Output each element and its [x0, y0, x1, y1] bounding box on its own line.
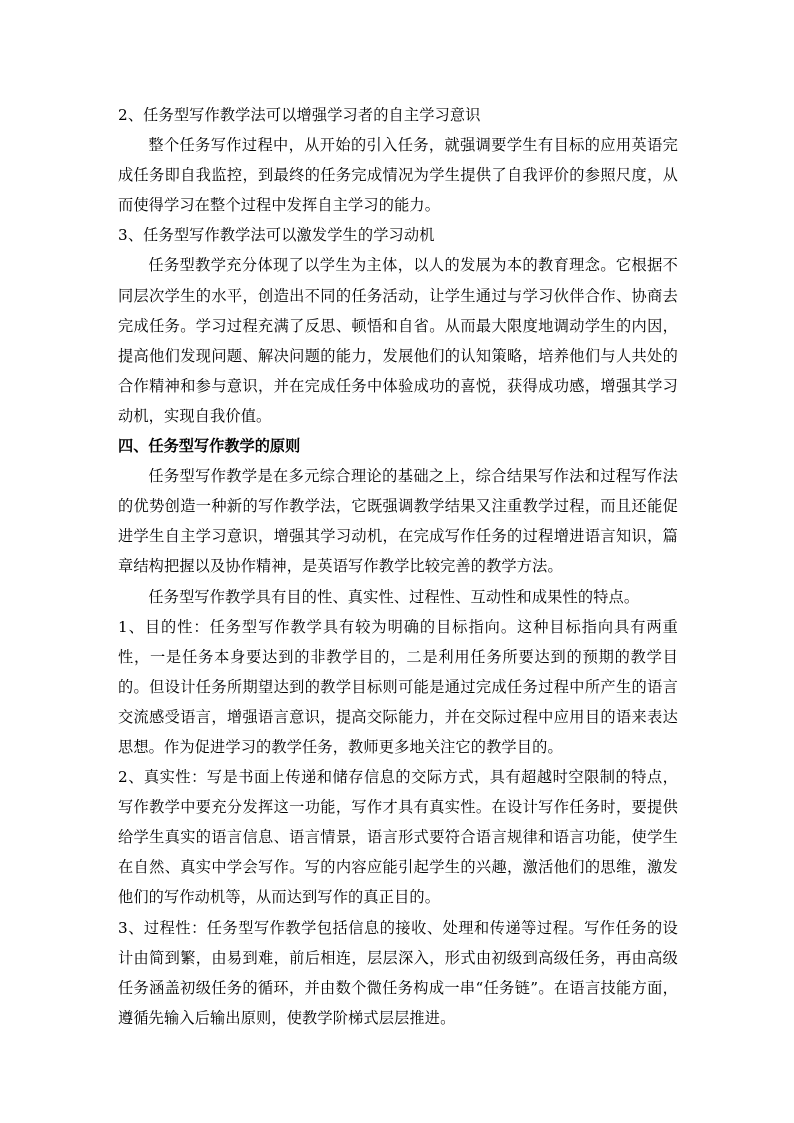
item-process: 3、过程性：任务型写作教学包括信息的接收、处理和传递等过程。写作任务的设计由简到繁，由易到难，前后相连，层层深入，形式由初级到高级任务，再由高级任务涵盖初级任务的循环，并由数个微任务构成一串“任务链”。在语言技能方面，遵循先输入后输出原则，使教学阶梯式层层推进。 — [118, 918, 678, 1027]
body-paragraph-features: 任务型写作教学具有目的性、真实性、过程性、互动性和成果性的特点。 — [148, 587, 640, 606]
section-item-motivation: 3、任务型写作教学法可以激发学生的学习动机 — [118, 226, 435, 245]
body-paragraph-autonomy: 整个任务写作过程中，从开始的引入任务，就强调要学生有目标的应用英语完成任务即自我监控，到最终的任务完成情况为学生提供了自我评价的参照尺度，从而使得学习在整个过程中发挥自主学习的能力。 — [118, 136, 678, 215]
item-authenticity: 2、真实性：写是书面上传递和储存信息的交际方式，具有超越时空限制的特点，写作教学中要充分发挥这一功能，写作才具有真实性。在设计写作任务时，要提供给学生真实的语言信息、语言情景，语言形式要符合语言规律和语言功能，使学生在自然、真实中学会写作。写的内容应能引起学生的兴趣，激活他们的思维，激发他们的写作动机等，从而达到写作的真正目的。 — [118, 768, 678, 907]
item-purposefulness: 1、目的性：任务型写作教学具有较为明确的目标指向。这种目标指向具有两重性，一是任务本身要达到的非教学目的，二是利用任务所要达到的预期的教学目的。但设计任务所期望达到的教学目标则可能是通过完成任务过程中所产生的语言交流感受语言，增强语言意识，提高交际能力，并在交际过程中应用目的语来表达思想。作为促进学习的教学任务，教师更多地关注它的教学目的。 — [118, 617, 678, 756]
section-heading-principles: 四、任务型写作教学的原则 — [118, 437, 301, 456]
section-item-autonomy: 2、任务型写作教学法可以增强学习者的自主学习意识 — [118, 106, 481, 124]
body-paragraph-motivation: 任务型教学充分体现了以学生为主体，以人的发展为本的教育理念。它根据不同层次学生的水平，创造出不同的任务活动，让学生通过与学习伙伴合作、协商去完成任务。学习过程充满了反思、顿悟和自省。从而最大限度地调动学生的内因，提高他们发现问题、解决问题的能力，发展他们的认知策略，培养他们与人共处的合作精神和参与意识，并在完成任务中体验成功的喜悦，获得成功感，增强其学习动机，实现自我价值。 — [118, 256, 678, 425]
body-paragraph-principles: 任务型写作教学是在多元综合理论的基础之上，综合结果写作法和过程写作法的优势创造一种新的写作教学法，它既强调教学结果又注重教学过程，而且还能促进学生自主学习意识，增强其学习动机，在完成写作任务的过程增进语言知识，篇章结构把握以及协作精神，是英语写作教学比较完善的教学方法。 — [118, 467, 678, 576]
document-page — [118, 100, 678, 1033]
